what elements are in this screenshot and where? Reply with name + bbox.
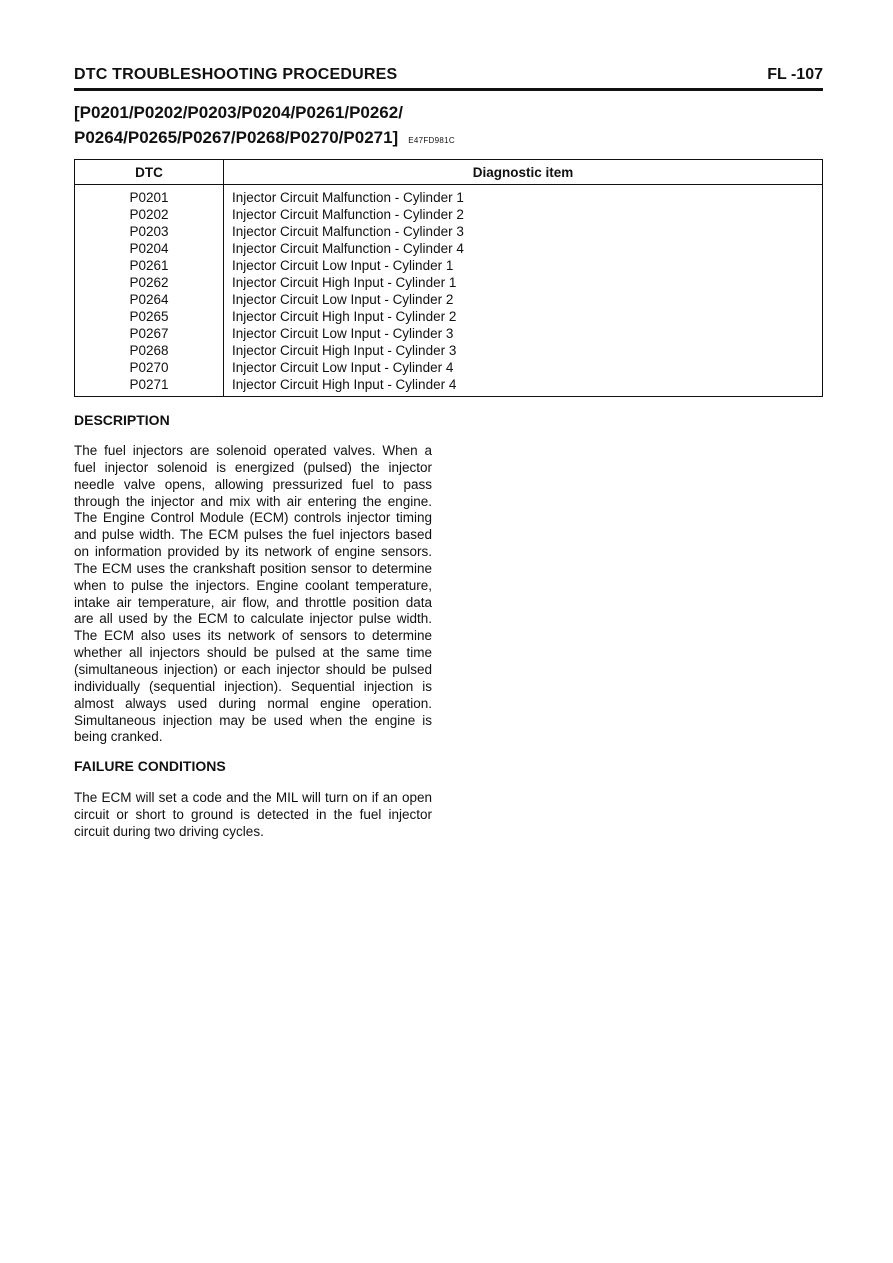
failure-conditions-text: The ECM will set a code and the MIL will turn on if an open circuit or short to ground is detected in the fuel injector circuit during two driving cycles. <box>74 790 432 839</box>
dtc-code-cell: P0268 <box>75 342 224 359</box>
diagnostic-item-cell: Injector Circuit Malfunction - Cylinder 4 <box>232 241 464 256</box>
table-header-row <box>75 160 823 185</box>
dtc-code-cell: P0265 <box>75 308 224 325</box>
column-header-dtc: DTC <box>75 160 224 185</box>
dtc-heading-line1: [P0201/P0202/P0203/P0204/P0261/P0262/ <box>74 103 403 122</box>
dtc-code-cell: P0201 <box>75 185 224 207</box>
diagnostic-item-cell: Injector Circuit Low Input - Cylinder 1 <box>232 258 454 273</box>
table-row <box>75 291 823 308</box>
diagnostic-item-cell: Injector Circuit Malfunction - Cylinder 3 <box>232 224 464 239</box>
table-row <box>75 257 823 274</box>
diagnostic-item-cell: Injector Circuit High Input - Cylinder 4 <box>232 377 457 392</box>
dtc-heading <box>74 100 823 153</box>
diagnostic-item-cell: Injector Circuit Low Input - Cylinder 4 <box>232 360 454 375</box>
table-row <box>75 342 823 359</box>
table-row <box>75 325 823 342</box>
dtc-heading-line2-text: P0264/P0265/P0267/P0268/P0270/P0271] <box>74 128 399 147</box>
diagnostic-item-cell: Injector Circuit High Input - Cylinder 3 <box>232 343 457 358</box>
diagnostic-item-cell: Injector Circuit High Input - Cylinder 1 <box>232 275 457 290</box>
page-number: FL -107 <box>767 66 823 83</box>
diagnostic-item-cell: Injector Circuit Malfunction - Cylinder 2 <box>232 207 464 222</box>
diagnostic-item-cell: Injector Circuit Low Input - Cylinder 2 <box>232 292 454 307</box>
failure-conditions-title: FAILURE CONDITIONS <box>74 758 226 774</box>
description-title: DESCRIPTION <box>74 412 170 428</box>
diagnostic-item-cell: Injector Circuit High Input - Cylinder 2 <box>232 309 457 324</box>
diagnostic-item-cell: Injector Circuit Low Input - Cylinder 3 <box>232 326 454 341</box>
dtc-code-cell: P0271 <box>75 376 224 397</box>
dtc-code-cell: P0204 <box>75 240 224 257</box>
dtc-code-cell: P0264 <box>75 291 224 308</box>
dtc-code-cell: P0202 <box>75 206 224 223</box>
dtc-code-cell: P0261 <box>75 257 224 274</box>
header-title: DTC TROUBLESHOOTING PROCEDURES <box>74 66 398 83</box>
dtc-code-cell: P0267 <box>75 325 224 342</box>
table-row <box>75 185 823 207</box>
dtc-heading-line2 <box>74 125 823 153</box>
table-body <box>75 185 823 397</box>
page-header <box>74 66 823 91</box>
column-header-diagnostic-item: Diagnostic item <box>224 160 823 185</box>
dtc-code-cell: P0270 <box>75 359 224 376</box>
dtc-code-cell: P0262 <box>75 274 224 291</box>
table-row <box>75 223 823 240</box>
dtc-table <box>74 159 823 397</box>
table-row <box>75 359 823 376</box>
document-code: E47FD981C <box>408 136 455 145</box>
description-text: The fuel injectors are solenoid operated valves. When a fuel injector solenoid is energized (pulsed) the injector needle valve opens, allowing pressurized fuel to pass through the injector and mix with air entering the engine. The Engine Control Module (ECM) controls injector timing and pulse width. The ECM pulses the fuel injectors based on information provided by its network of engine sensors. The ECM uses the crankshaft position sensor to determine when to pulse the injectors. Engine coolant temperature, intake air temperature, air flow, and throttle position data are all used by the ECM to calculate injector pulse width. The ECM also uses its network of sensors to determine whether all injectors should be pulsed at the same time (simultaneous injection) or each injector should be pulsed individually (sequential injection). Sequential injection is almost always used during normal engine operation. Simultaneous injection may be used when the engine is being cranked. <box>74 443 432 745</box>
table-row <box>75 240 823 257</box>
diagnostic-item-cell: Injector Circuit Malfunction - Cylinder 1 <box>232 190 464 205</box>
table-row <box>75 274 823 291</box>
table-row <box>75 308 823 325</box>
table-row <box>75 206 823 223</box>
dtc-code-cell: P0203 <box>75 223 224 240</box>
table-row <box>75 376 823 397</box>
